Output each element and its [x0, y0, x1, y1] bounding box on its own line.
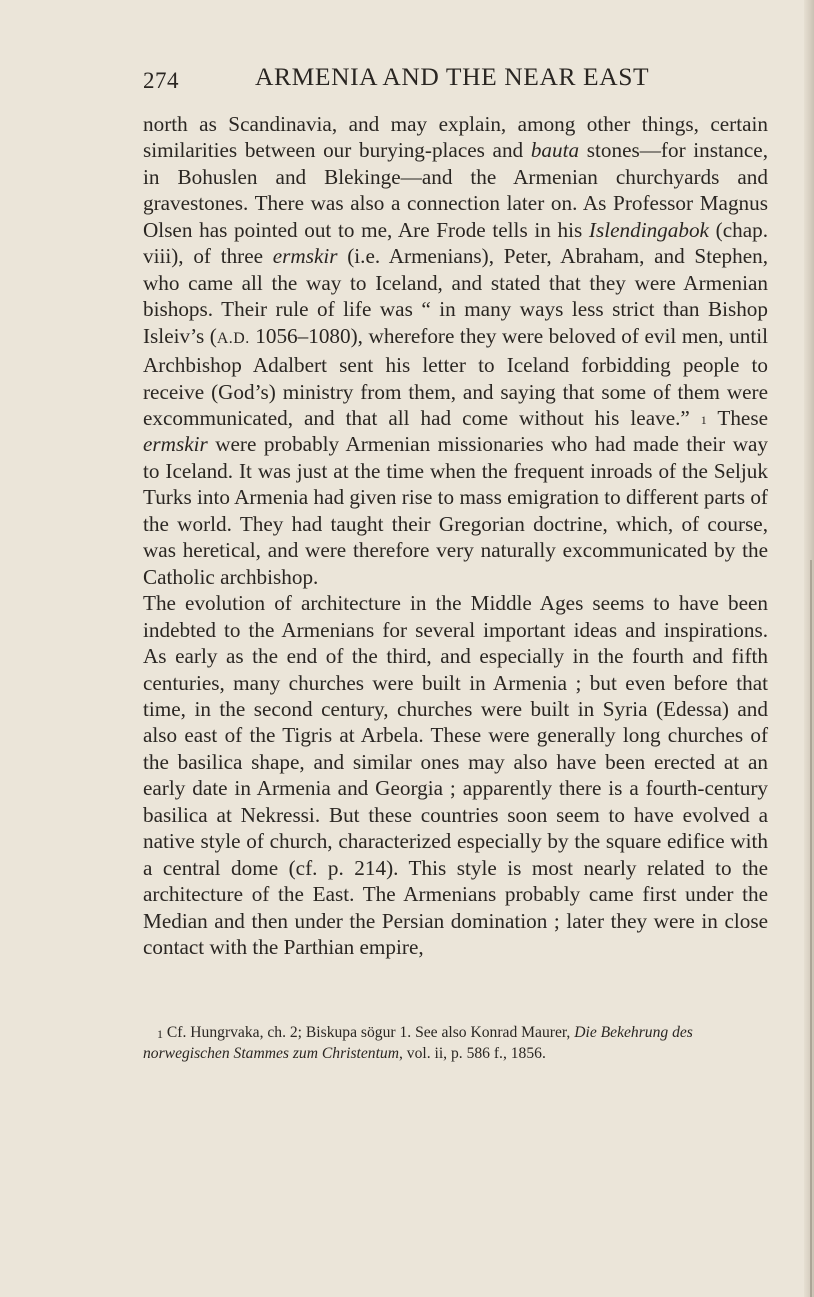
italic-text: ermskir — [272, 244, 338, 269]
page-edge-shadow — [810, 560, 812, 1297]
italic-text: ermskir — [143, 432, 208, 457]
text-run: (i.e. Armenians), Peter, Abraham, and Stephen, who came all the way to Iceland, and stated that they were Armenian bishops. Their rule of life was “ in many ways less strict than Bishop Isleiv’s ( — [143, 244, 768, 348]
text-run: were probably Armenian missionaries who had made their way to Iceland. It was just at the time when the frequent inroads of the Seljuk Turks into Armenia had given rise to mass emigration to different parts of the world. They had taught their Gregorian doctrine, which, of course, was heretical, and were therefore very naturally excommunicated by the Catholic archbishop. — [143, 432, 768, 589]
text-run: 1056–1080), wherefore they were beloved of evil men, until Archbishop Adalbert sent his letter to Iceland forbidding people to receive (God’s) ministry from them, and saying that some of them were excommunicated, and that all had come without his leave.” — [143, 323, 768, 430]
small-caps-text: A.D. — [216, 329, 250, 347]
footnote-text — [143, 1022, 768, 1064]
paragraph — [143, 590, 768, 960]
paragraph — [143, 111, 768, 590]
page-edge — [804, 0, 814, 1297]
text-run: north as Scandinavia, and may explain, among other things, certain similarities between our burying-places and — [143, 112, 768, 163]
italic-text: Die Bekehrung des norwegischen Stammes zum Christentum — [143, 1024, 693, 1062]
page-number: 274 — [143, 68, 179, 93]
footnote-marker: 1 — [157, 1027, 163, 1041]
text-run: (chap. viii), of three — [143, 217, 768, 269]
italic-text: bauta — [530, 138, 580, 163]
italic-text: Islendingabok — [588, 217, 709, 242]
text-run: These — [706, 405, 768, 430]
text-run: , vol. ii, p. 586 f., 1856. — [399, 1045, 546, 1062]
text-run: Cf. Hungrvaka, ch. 2; Biskupa sögur 1. See also Konrad Maurer, — [163, 1024, 575, 1041]
page-header — [143, 62, 773, 102]
body-text — [143, 111, 768, 961]
running-head: ARMENIA AND THE NEAR EAST — [255, 62, 650, 91]
footnote-marker: 1 — [700, 412, 707, 427]
footnote — [143, 1022, 768, 1064]
text-run: stones—for instance, in Bohuslen and Blekinge—and the Armenian churchyards and gravestones. There was also a connection later on. As Professor Magnus Olsen has pointed out to me, Are Frode tells in his — [143, 138, 769, 242]
text-run: The evolution of architecture in the Middle Ages seems to have been indebted to the Armenians for several important ideas and inspirations. As early as the end of the third, and especially in the fourth and fifth centuries, many churches were built in Armenia ; but even before that time, in the second century, churches were built in Syria (Edessa) and also east of the Tigris at Arbela. These were generally long churches of the basilica shape, and similar ones may also have been erected at an early date in Armenia and Georgia ; apparently there is a fourth-century basilica at Nekressi. But these countries soon seem to have evolved a native style of church, characterized especially by the square edifice with a central dome (cf. p. 214). This style is most nearly related to the architecture of the East. The Armenians probably came first under the Median and then under the Persian domination ; later they were in close contact with the Parthian empire, — [143, 591, 768, 960]
